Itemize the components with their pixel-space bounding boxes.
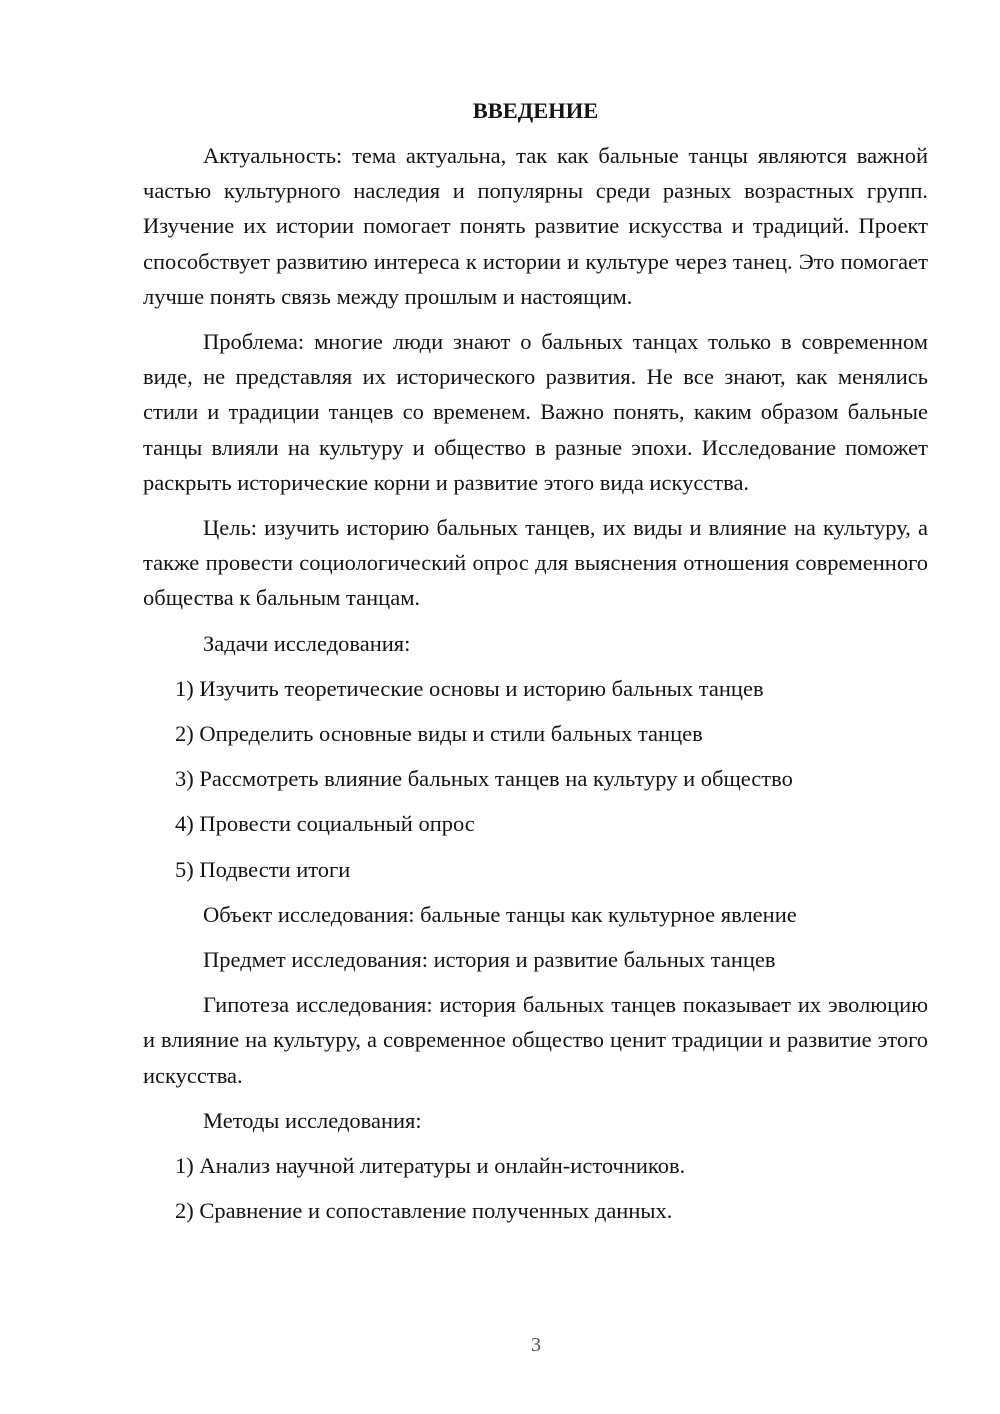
task-item: 5) Подвести итоги <box>175 856 351 882</box>
research-subject: Предмет исследования: история и развитие бальных танцев <box>203 947 776 973</box>
paragraph-problem: Проблема: многие люди знают о бальных танцах только в современном виде, не представляя их исторического развития. Не все знают, как менялись стили и традиции танцев со временем. Важно понять, каким образом бальные танцы влияли на культуру и общество в разные эпохи. Исследование поможет раскрыть исторические корни и развитие этого вида искусства. <box>143 329 928 495</box>
paragraph-hypothesis: Гипотеза исследования: история бальных танцев показывает их эволюцию и влияние на культуру, а современное общество ценит традиции и развитие этого искусства. <box>143 992 928 1088</box>
paragraph-relevance: Актуальность: тема актуальна, так как бальные танцы являются важной частью культурного наследия и популярны среди разных возрастных групп. Изучение их истории помогает понять развитие искусства и традиций. Проект способствует развитию интереса к истории и культуре через танец. Это помогает лучше понять связь между прошлым и настоящим. <box>143 143 928 309</box>
research-object: Объект исследования: бальные танцы как культурное явление <box>203 901 797 927</box>
page-number: 3 <box>531 1334 541 1356</box>
task-item: 4) Провести социальный опрос <box>175 811 475 837</box>
method-item: 1) Анализ научной литературы и онлайн-источников. <box>175 1153 686 1179</box>
methods-heading: Методы исследования: <box>203 1107 422 1133</box>
section-title: ВВЕДЕНИЕ <box>472 98 599 123</box>
document-page <box>143 96 928 1238</box>
paragraph-goal: Цель: изучить историю бальных танцев, их виды и влияние на культуру, а также провести социологический опрос для выяснения отношения современного общества к бальным танцам. <box>143 515 928 611</box>
task-item: 1) Изучить теоретические основы и историю бальных танцев <box>175 675 764 701</box>
tasks-heading: Задачи исследования: <box>203 630 411 656</box>
task-item: 2) Определить основные виды и стили бальных танцев <box>175 721 703 747</box>
method-item: 2) Сравнение и сопоставление полученных данных. <box>175 1198 673 1224</box>
task-item: 3) Рассмотреть влияние бальных танцев на культуру и общество <box>175 766 793 792</box>
